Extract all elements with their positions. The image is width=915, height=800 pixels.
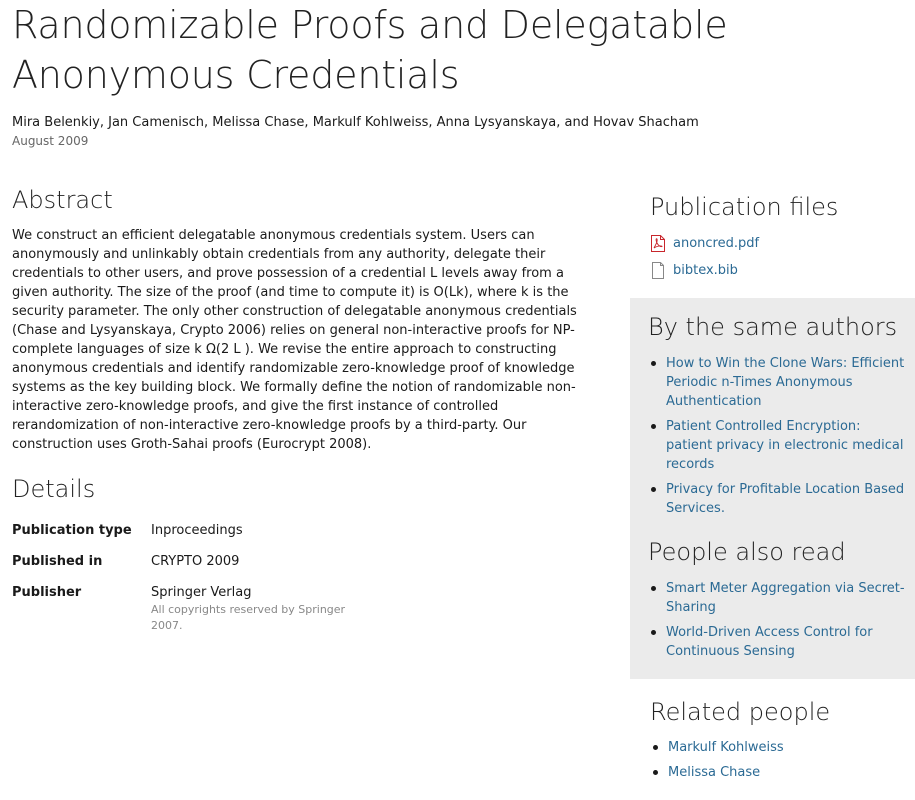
list-item — [648, 623, 910, 661]
related-content-box — [630, 298, 915, 679]
file-link-pdf[interactable]: anoncred.pdf — [673, 235, 760, 251]
abstract-heading: Abstract — [12, 186, 113, 214]
details-heading: Details — [12, 475, 96, 503]
publication-files-heading: Publication files — [650, 193, 839, 221]
person-link[interactable]: Markulf Kohlweiss — [668, 740, 784, 755]
publisher-name: Springer Verlag — [151, 585, 252, 600]
abstract-text: We construct an efficient delegatable anonymous credentials system. Users can anonymously and unlinkably obtain credentials from any authority, delegate their credentials to other users, and prove possession of a credential L levels away from a given authority. The size of the proof (and time to compute it) is O(Lk), where k is the security parameter. The only other construction of delegatable anonymous credentials (Chase and Lysyanskaya, Crypto 2006) relies on general non-interactive proofs for NP-complete languages of size k Ω(2 L ). We revise the entire approach to constructing anonymous credentials and identify randomizable zero-knowledge proof of knowledge systems as the key building block. We formally define the notion of randomizable non-interactive zero-knowledge proofs, and give the first instance of controlled rerandomization of non-interactive zero-knowledge proofs by a third-party. Our construction uses Groth-Sahai proofs (Eurocrypt 2008). — [12, 228, 577, 452]
file-item-pdf[interactable] — [650, 234, 759, 252]
related-paper-link[interactable]: How to Win the Clone Wars: Efficient Periodic n-Times Anonymous Authentication — [666, 356, 905, 409]
people-also-read-list — [648, 579, 910, 667]
same-authors-list — [648, 354, 910, 524]
people-also-read-heading: People also read — [648, 538, 846, 566]
list-item — [648, 354, 910, 411]
details-value-publisher — [151, 584, 381, 634]
details-label: Publication type — [12, 523, 132, 538]
list-item — [648, 579, 910, 617]
related-people-list — [650, 738, 900, 788]
details-label: Published in — [12, 554, 103, 569]
list-item — [648, 417, 910, 474]
details-label: Publisher — [12, 585, 82, 600]
related-paper-link[interactable]: Privacy for Profitable Location Based Services. — [666, 482, 905, 516]
person-link[interactable]: Melissa Chase — [668, 765, 761, 780]
copyright-note: All copyrights reserved by Springer 2007. — [151, 603, 346, 632]
list-item — [648, 480, 910, 518]
page-title: Randomizable Proofs and Delegatable Anonymous Credentials — [12, 3, 728, 97]
author-list: Mira Belenkiy, Jan Camenisch, Melissa Chase, Markulf Kohlweiss, Anna Lysyanskaya, and Hovav Shacham — [12, 115, 699, 130]
list-item — [650, 738, 900, 757]
blank-file-icon — [650, 262, 666, 279]
publication-date: August 2009 — [12, 134, 89, 148]
file-link-bib[interactable]: bibtex.bib — [673, 262, 738, 278]
also-read-link[interactable]: Smart Meter Aggregation via Secret-Sharing — [666, 581, 905, 615]
same-authors-heading: By the same authors — [648, 313, 898, 341]
list-item — [650, 763, 900, 782]
related-paper-link[interactable]: Patient Controlled Encryption: patient privacy in electronic medical records — [666, 419, 904, 472]
details-value: Inproceedings — [151, 523, 243, 538]
file-item-bib[interactable] — [650, 261, 738, 279]
publication-files-section — [650, 192, 915, 278]
pdf-file-icon — [650, 235, 666, 252]
details-value: CRYPTO 2009 — [151, 554, 240, 569]
also-read-link[interactable]: World-Driven Access Control for Continuous Sensing — [666, 625, 873, 659]
related-people-heading: Related people — [650, 698, 831, 726]
